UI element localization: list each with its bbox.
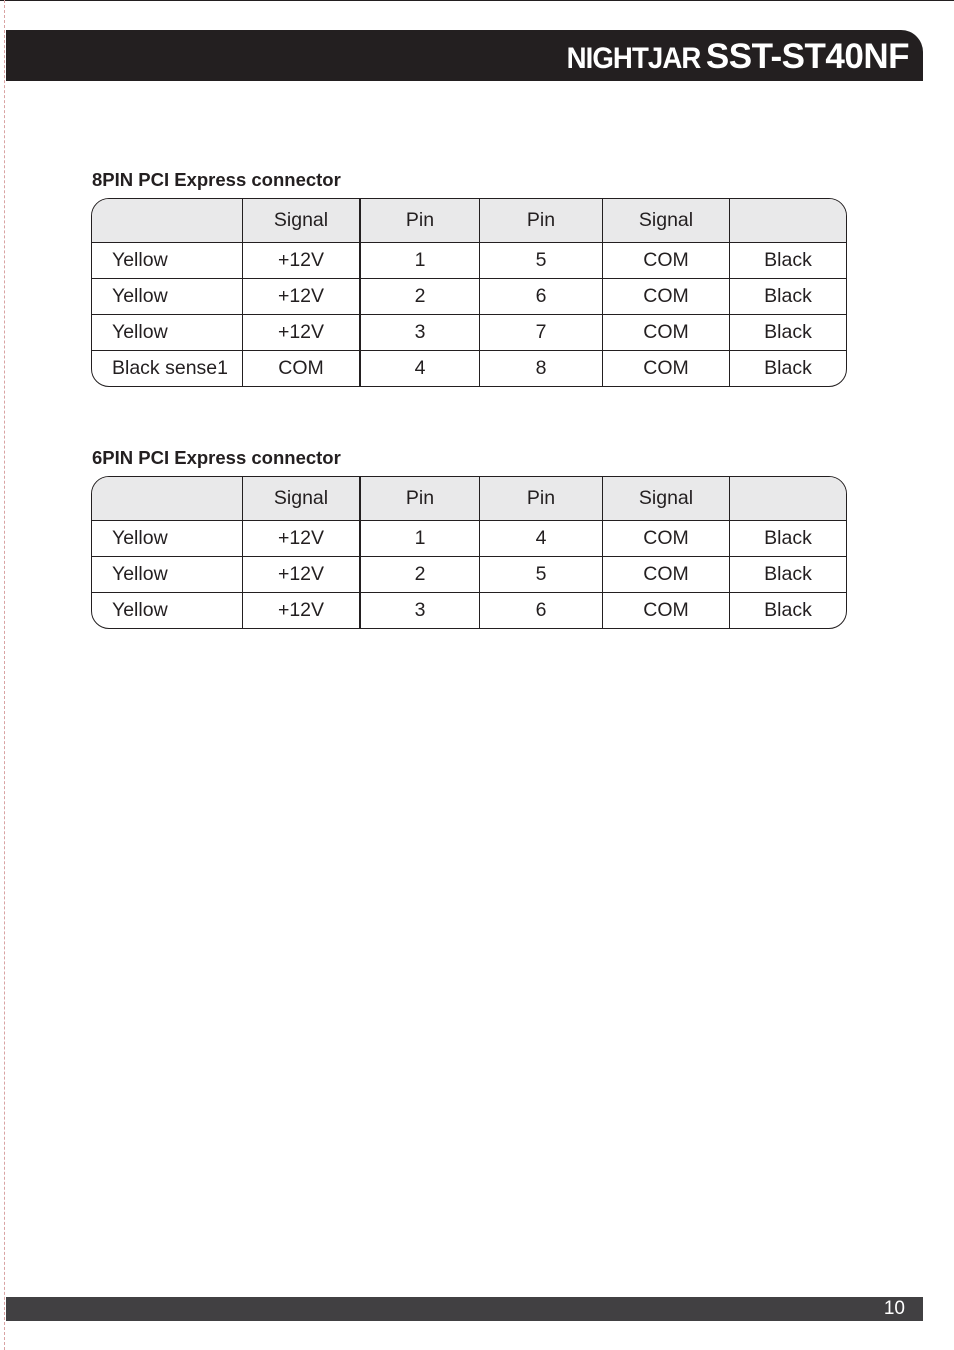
footer-band [6,1297,923,1321]
pin-cell: 7 [479,315,602,350]
wire-color-cell: Black [729,315,846,350]
column-header [729,199,846,242]
section-title-6pin: 6PIN PCI Express connector [92,447,341,468]
page-number: 10 [883,1298,905,1319]
table-row [92,350,846,386]
column-header [729,477,846,520]
pin-table-6pin [91,476,847,629]
pin-cell: 3 [359,593,479,628]
brand-name: NIGHTJAR [566,42,700,75]
column-header: Signal [242,477,359,520]
signal-cell: +12V [242,521,359,556]
signal-cell: +12V [242,315,359,350]
model-name: SST-ST40NF [705,37,909,76]
product-title [555,38,909,83]
wire-color-cell: Yellow [112,527,168,549]
pin-cell: 5 [479,243,602,278]
signal-cell: COM [602,279,729,314]
signal-cell: COM [602,557,729,592]
signal-cell: COM [602,593,729,628]
wire-color-cell: Black [729,593,846,628]
column-header [92,477,242,520]
signal-cell: +12V [242,557,359,592]
signal-cell: COM [602,351,729,386]
table-header-row [92,477,846,520]
pin-cell: 3 [359,315,479,350]
pin-cell: 4 [359,351,479,386]
wire-color-cell: Black [729,521,846,556]
column-header: Signal [242,199,359,242]
pin-cell: 5 [479,557,602,592]
column-header: Signal [602,199,729,242]
wire-color-cell: Black [729,557,846,592]
column-header [92,199,242,242]
pin-table-8pin [91,198,847,387]
wire-color-cell: Black [729,243,846,278]
wire-color-cell: Yellow [112,285,168,307]
pin-cell: 2 [359,279,479,314]
table-row [92,242,846,278]
pin-cell: 6 [479,279,602,314]
wire-color-cell: Black [729,351,846,386]
section-title-8pin: 8PIN PCI Express connector [92,169,341,190]
pin-cell: 6 [479,593,602,628]
wire-color-cell: Yellow [112,249,168,271]
table-row [92,556,846,592]
wire-color-cell: Yellow [112,599,168,621]
top-rule [0,0,954,1]
wire-color-cell: Yellow [112,563,168,585]
wire-color-cell: Black [729,279,846,314]
pin-cell: 1 [359,243,479,278]
table-row [92,520,846,556]
signal-cell: +12V [242,279,359,314]
signal-cell: +12V [242,593,359,628]
crop-line [4,0,5,1350]
header-band [6,30,923,81]
column-header: Pin [359,199,479,242]
signal-cell: COM [602,315,729,350]
wire-color-cell: Yellow [112,321,168,343]
column-header: Pin [359,477,479,520]
signal-cell: +12V [242,243,359,278]
signal-cell: COM [602,521,729,556]
pin-cell: 4 [479,521,602,556]
signal-cell: COM [602,243,729,278]
pin-cell: 1 [359,521,479,556]
pin-cell: 8 [479,351,602,386]
table-row [92,592,846,628]
table-row [92,314,846,350]
column-header: Pin [479,477,602,520]
column-header: Signal [602,477,729,520]
column-header: Pin [479,199,602,242]
table-row [92,278,846,314]
pin-cell: 2 [359,557,479,592]
wire-color-cell: Black sense1 [112,357,228,379]
table-header-row [92,199,846,242]
signal-cell: COM [242,351,359,386]
